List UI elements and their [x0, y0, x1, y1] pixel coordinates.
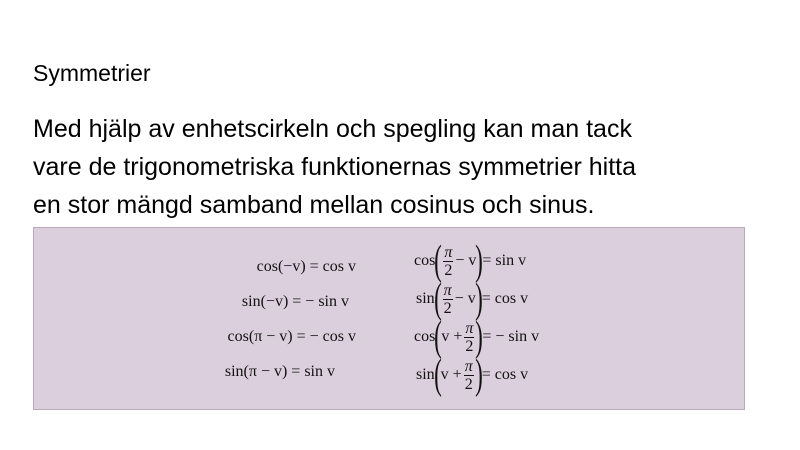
formula-right: sin(v + $\frac{\pi}{2}$ )= cos v — [416, 352, 529, 398]
formula-left: cos(π − v) = − cos v — [227, 328, 356, 345]
formula-left: sin(−v) = − sin v — [241, 293, 349, 310]
intro-paragraph — [33, 110, 793, 224]
paragraph-line: en stor mängd samband mellan cosinus och sinus. — [33, 191, 595, 219]
paragraph-line: vare de trigonometriska funktionernas symmetrier hitta — [33, 153, 637, 181]
section-heading: Symmetrier — [33, 60, 151, 86]
formula-box — [33, 227, 745, 410]
formula-left: sin(π − v) = sin v — [224, 363, 335, 380]
formula-right: cos(v + $\frac{\pi}{2}$ )= − sin v — [414, 314, 540, 360]
formula-right: cos( $\frac{\pi}{2}$ − v)= sin v — [414, 238, 527, 284]
formula-left: cos(−v) = cos v — [256, 258, 356, 275]
paragraph-line: Med hjälp av enhetscirkeln och spegling kan man tack — [33, 115, 632, 143]
formula-right: sin( $\frac{\pi}{2}$ − v)= cos v — [416, 276, 529, 322]
